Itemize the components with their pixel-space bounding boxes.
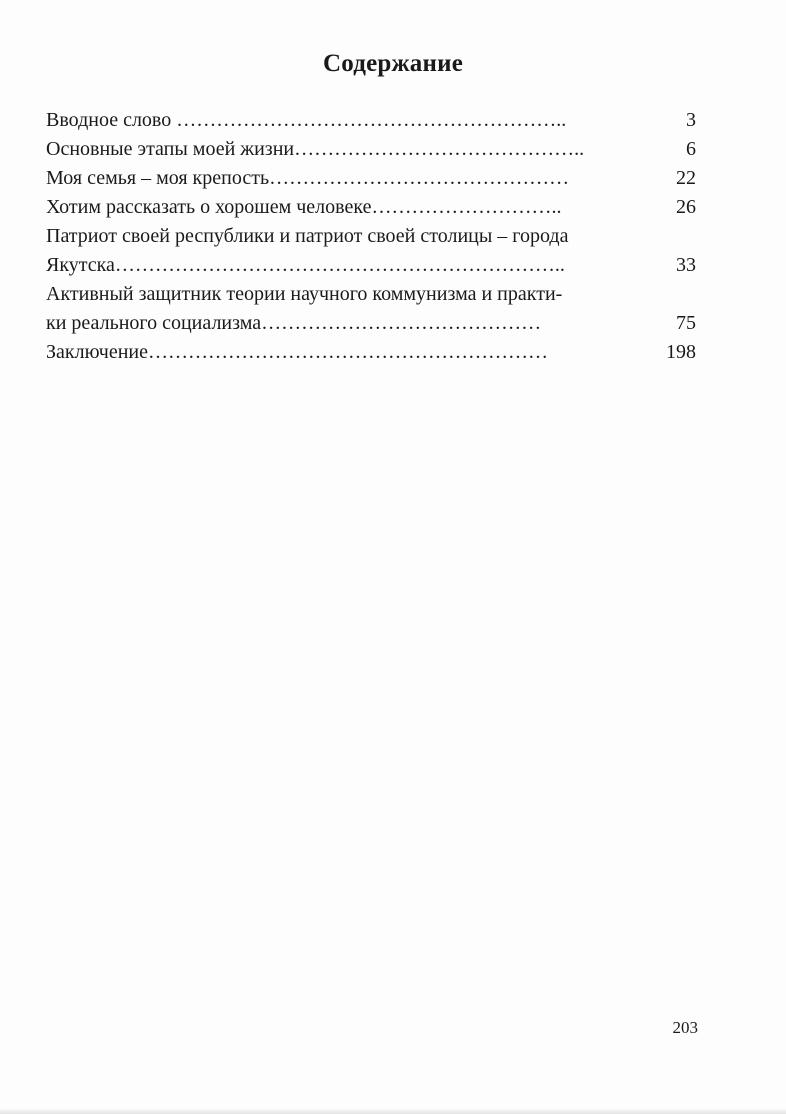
toc-entry-communism-line2 (46, 309, 696, 338)
toc-entry-page: 26 (676, 196, 696, 218)
toc-entry-patriot-line2 (46, 251, 696, 280)
toc-entry-label: Активный защитник теории научного коммунизма и практи- (46, 283, 563, 305)
page-title: Содержание (322, 50, 463, 77)
page-number: 203 (672, 1018, 698, 1037)
toc-entry-label: Хотим рассказать о хорошем человеке……………………….. (46, 196, 562, 218)
toc-entry-label: Вводное слово ………………………………………………….. (46, 109, 567, 131)
toc-entry-good-person (46, 193, 696, 222)
toc-entry-label: Патриот своей республики и патриот своей столицы – города (46, 225, 569, 247)
toc-entry-page: 6 (686, 138, 696, 160)
page-edge-shadow (0, 1108, 786, 1114)
toc-entry-page: 22 (676, 167, 696, 189)
toc-entry-intro (46, 106, 696, 135)
toc-entry-page: 75 (676, 312, 696, 334)
toc-entry-patriot-line1 (46, 222, 696, 251)
toc-entry-page: 3 (686, 109, 696, 131)
toc-entry-label: Основные этапы моей жизни…………………………………….. (46, 138, 585, 160)
toc-entry-label: ки реального социализма…………………………………… (46, 312, 542, 334)
toc-entry-label: Якутска………………………………………………………….. (46, 254, 565, 276)
toc-entry-family (46, 164, 696, 193)
toc-entry-communism-line1 (46, 280, 696, 309)
toc-entry-conclusion (46, 338, 696, 367)
toc-entry-life-stages (46, 135, 696, 164)
toc-entry-page: 33 (676, 254, 696, 276)
toc-entry-label: Моя семья – моя крепость……………………………………… (46, 167, 570, 189)
toc-entry-label: Заключение…………………………………………………… (46, 341, 548, 363)
toc-entry-page: 198 (666, 341, 696, 363)
table-of-contents (46, 106, 696, 367)
